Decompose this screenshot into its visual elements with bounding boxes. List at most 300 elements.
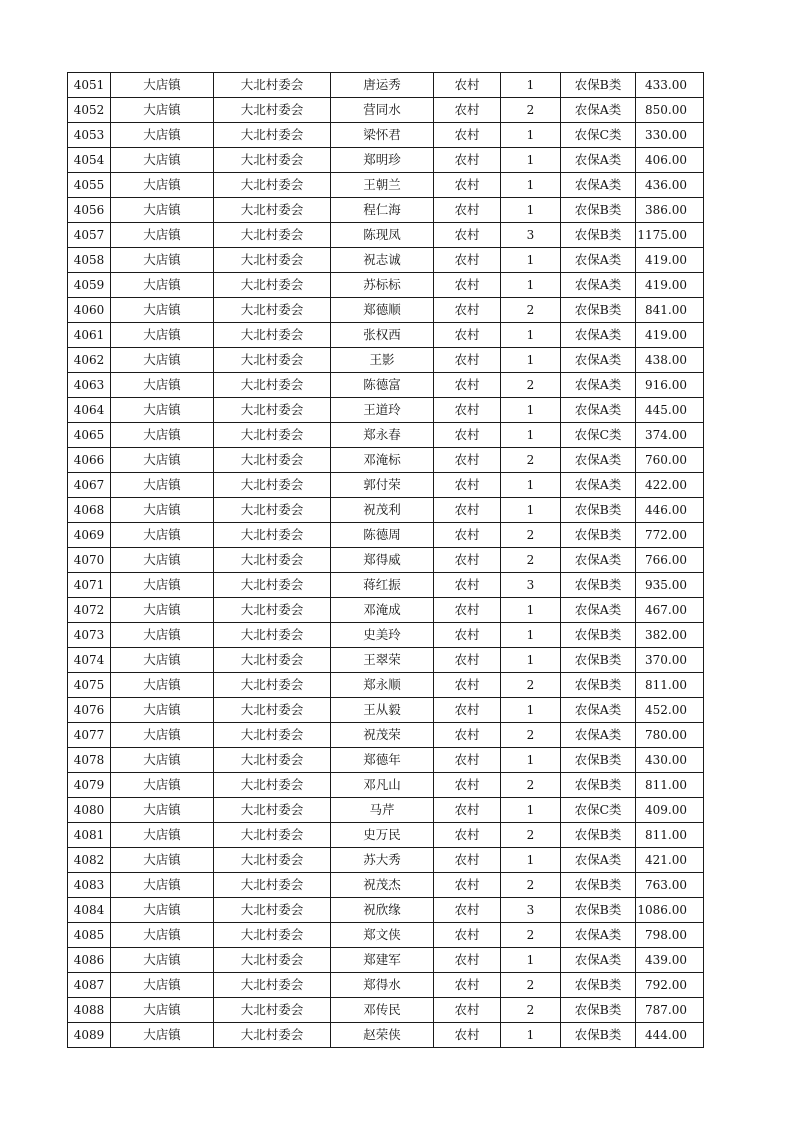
town-cell: 大店镇: [111, 598, 214, 623]
amount-cell: 438.00: [636, 348, 704, 373]
amount-cell: 811.00: [636, 773, 704, 798]
village-committee-cell: 大北村委会: [214, 673, 331, 698]
table-row: [68, 398, 704, 423]
area-type-cell: 农村: [434, 673, 501, 698]
name-cell: 苏大秀: [331, 848, 434, 873]
village-committee-cell: 大北村委会: [214, 623, 331, 648]
name-cell: 郑德顺: [331, 298, 434, 323]
village-committee-cell: 大北村委会: [214, 323, 331, 348]
household-count-cell: 1: [501, 248, 561, 273]
household-count-cell: 1: [501, 173, 561, 198]
row-id-cell: 4055: [68, 173, 111, 198]
village-committee-cell: 大北村委会: [214, 998, 331, 1023]
town-cell: 大店镇: [111, 298, 214, 323]
table-row: [68, 898, 704, 923]
insurance-category-cell: 农保A类: [561, 698, 636, 723]
village-committee-cell: 大北村委会: [214, 298, 331, 323]
town-cell: 大店镇: [111, 673, 214, 698]
town-cell: 大店镇: [111, 348, 214, 373]
insurance-category-cell: 农保B类: [561, 673, 636, 698]
row-id-cell: 4089: [68, 1023, 111, 1048]
table-row: [68, 348, 704, 373]
amount-cell: 439.00: [636, 948, 704, 973]
town-cell: 大店镇: [111, 798, 214, 823]
amount-cell: 760.00: [636, 448, 704, 473]
village-committee-cell: 大北村委会: [214, 523, 331, 548]
amount-cell: 382.00: [636, 623, 704, 648]
insurance-category-cell: 农保A类: [561, 248, 636, 273]
amount-cell: 811.00: [636, 823, 704, 848]
table-row: [68, 948, 704, 973]
row-id-cell: 4088: [68, 998, 111, 1023]
town-cell: 大店镇: [111, 123, 214, 148]
household-count-cell: 2: [501, 973, 561, 998]
insurance-category-cell: 农保A类: [561, 723, 636, 748]
name-cell: 王翠荣: [331, 648, 434, 673]
amount-cell: 916.00: [636, 373, 704, 398]
insurance-category-cell: 农保A类: [561, 598, 636, 623]
row-id-cell: 4068: [68, 498, 111, 523]
insurance-category-cell: 农保A类: [561, 473, 636, 498]
area-type-cell: 农村: [434, 473, 501, 498]
household-count-cell: 2: [501, 448, 561, 473]
amount-cell: 421.00: [636, 848, 704, 873]
name-cell: 王影: [331, 348, 434, 373]
village-committee-cell: 大北村委会: [214, 148, 331, 173]
town-cell: 大店镇: [111, 498, 214, 523]
table-row: [68, 373, 704, 398]
name-cell: 营同水: [331, 98, 434, 123]
table-row: [68, 498, 704, 523]
name-cell: 王朝兰: [331, 173, 434, 198]
row-id-cell: 4064: [68, 398, 111, 423]
table-row: [68, 248, 704, 273]
name-cell: 祝欣缘: [331, 898, 434, 923]
amount-cell: 446.00: [636, 498, 704, 523]
village-committee-cell: 大北村委会: [214, 98, 331, 123]
village-committee-cell: 大北村委会: [214, 598, 331, 623]
row-id-cell: 4078: [68, 748, 111, 773]
table-row: [68, 1023, 704, 1048]
town-cell: 大店镇: [111, 723, 214, 748]
name-cell: 郑得威: [331, 548, 434, 573]
village-committee-cell: 大北村委会: [214, 848, 331, 873]
town-cell: 大店镇: [111, 323, 214, 348]
row-id-cell: 4051: [68, 73, 111, 98]
insurance-category-cell: 农保A类: [561, 948, 636, 973]
household-count-cell: 1: [501, 323, 561, 348]
village-committee-cell: 大北村委会: [214, 273, 331, 298]
insurance-category-cell: 农保A类: [561, 273, 636, 298]
household-count-cell: 2: [501, 723, 561, 748]
name-cell: 马芹: [331, 798, 434, 823]
table-body: [68, 73, 704, 1048]
name-cell: 祝志诚: [331, 248, 434, 273]
insurance-category-cell: 农保A类: [561, 323, 636, 348]
amount-cell: 386.00: [636, 198, 704, 223]
name-cell: 祝茂杰: [331, 873, 434, 898]
area-type-cell: 农村: [434, 223, 501, 248]
village-committee-cell: 大北村委会: [214, 448, 331, 473]
name-cell: 郑永春: [331, 423, 434, 448]
amount-cell: 766.00: [636, 548, 704, 573]
table-row: [68, 673, 704, 698]
row-id-cell: 4082: [68, 848, 111, 873]
insurance-category-cell: 农保B类: [561, 973, 636, 998]
table-row: [68, 598, 704, 623]
insurance-category-cell: 农保B类: [561, 773, 636, 798]
town-cell: 大店镇: [111, 823, 214, 848]
table-row: [68, 698, 704, 723]
table-row: [68, 198, 704, 223]
insurance-category-cell: 农保B类: [561, 823, 636, 848]
name-cell: 郑永顺: [331, 673, 434, 698]
village-committee-cell: 大北村委会: [214, 798, 331, 823]
village-committee-cell: 大北村委会: [214, 898, 331, 923]
town-cell: 大店镇: [111, 648, 214, 673]
amount-cell: 433.00: [636, 73, 704, 98]
town-cell: 大店镇: [111, 923, 214, 948]
household-count-cell: 2: [501, 773, 561, 798]
amount-cell: 436.00: [636, 173, 704, 198]
name-cell: 梁怀君: [331, 123, 434, 148]
name-cell: 蒋红振: [331, 573, 434, 598]
area-type-cell: 农村: [434, 123, 501, 148]
area-type-cell: 农村: [434, 598, 501, 623]
village-committee-cell: 大北村委会: [214, 398, 331, 423]
household-count-cell: 1: [501, 273, 561, 298]
insurance-category-cell: 农保A类: [561, 148, 636, 173]
village-committee-cell: 大北村委会: [214, 498, 331, 523]
household-count-cell: 1: [501, 948, 561, 973]
insurance-category-cell: 农保B类: [561, 523, 636, 548]
table-row: [68, 648, 704, 673]
insurance-category-cell: 农保A类: [561, 923, 636, 948]
amount-cell: 409.00: [636, 798, 704, 823]
table-row: [68, 548, 704, 573]
table-row: [68, 923, 704, 948]
household-count-cell: 1: [501, 473, 561, 498]
area-type-cell: 农村: [434, 798, 501, 823]
table-row: [68, 623, 704, 648]
household-count-cell: 3: [501, 898, 561, 923]
row-id-cell: 4063: [68, 373, 111, 398]
row-id-cell: 4074: [68, 648, 111, 673]
town-cell: 大店镇: [111, 1023, 214, 1048]
household-count-cell: 2: [501, 523, 561, 548]
household-count-cell: 2: [501, 373, 561, 398]
row-id-cell: 4059: [68, 273, 111, 298]
insurance-category-cell: 农保A类: [561, 448, 636, 473]
insurance-category-cell: 农保A类: [561, 373, 636, 398]
table-row: [68, 73, 704, 98]
amount-cell: 430.00: [636, 748, 704, 773]
table-row: [68, 573, 704, 598]
village-committee-cell: 大北村委会: [214, 948, 331, 973]
row-id-cell: 4077: [68, 723, 111, 748]
name-cell: 陈德周: [331, 523, 434, 548]
household-count-cell: 1: [501, 73, 561, 98]
town-cell: 大店镇: [111, 423, 214, 448]
village-committee-cell: 大北村委会: [214, 1023, 331, 1048]
row-id-cell: 4086: [68, 948, 111, 973]
town-cell: 大店镇: [111, 773, 214, 798]
amount-cell: 935.00: [636, 573, 704, 598]
village-committee-cell: 大北村委会: [214, 923, 331, 948]
amount-cell: 422.00: [636, 473, 704, 498]
town-cell: 大店镇: [111, 848, 214, 873]
table-row: [68, 323, 704, 348]
table-row: [68, 723, 704, 748]
area-type-cell: 农村: [434, 573, 501, 598]
name-cell: 郑得水: [331, 973, 434, 998]
area-type-cell: 农村: [434, 373, 501, 398]
town-cell: 大店镇: [111, 398, 214, 423]
table-row: [68, 273, 704, 298]
area-type-cell: 农村: [434, 98, 501, 123]
town-cell: 大店镇: [111, 948, 214, 973]
area-type-cell: 农村: [434, 323, 501, 348]
village-committee-cell: 大北村委会: [214, 473, 331, 498]
town-cell: 大店镇: [111, 523, 214, 548]
name-cell: 王道玲: [331, 398, 434, 423]
village-committee-cell: 大北村委会: [214, 348, 331, 373]
insurance-category-cell: 农保C类: [561, 798, 636, 823]
table-row: [68, 773, 704, 798]
insurance-category-cell: 农保B类: [561, 623, 636, 648]
household-count-cell: 1: [501, 423, 561, 448]
name-cell: 陈现凤: [331, 223, 434, 248]
name-cell: 赵荣侠: [331, 1023, 434, 1048]
town-cell: 大店镇: [111, 173, 214, 198]
village-committee-cell: 大北村委会: [214, 548, 331, 573]
household-count-cell: 2: [501, 823, 561, 848]
amount-cell: 419.00: [636, 323, 704, 348]
amount-cell: 467.00: [636, 598, 704, 623]
insurance-category-cell: 农保C类: [561, 123, 636, 148]
area-type-cell: 农村: [434, 398, 501, 423]
household-count-cell: 1: [501, 623, 561, 648]
household-count-cell: 2: [501, 923, 561, 948]
household-count-cell: 1: [501, 648, 561, 673]
area-type-cell: 农村: [434, 848, 501, 873]
household-count-cell: 2: [501, 998, 561, 1023]
table-row: [68, 998, 704, 1023]
name-cell: 陈德富: [331, 373, 434, 398]
village-committee-cell: 大北村委会: [214, 198, 331, 223]
household-count-cell: 2: [501, 873, 561, 898]
row-id-cell: 4069: [68, 523, 111, 548]
name-cell: 郑德年: [331, 748, 434, 773]
household-count-cell: 1: [501, 498, 561, 523]
insurance-category-cell: 农保B类: [561, 898, 636, 923]
table-row: [68, 798, 704, 823]
area-type-cell: 农村: [434, 973, 501, 998]
amount-cell: 787.00: [636, 998, 704, 1023]
name-cell: 苏标标: [331, 273, 434, 298]
town-cell: 大店镇: [111, 73, 214, 98]
amount-cell: 772.00: [636, 523, 704, 548]
household-count-cell: 1: [501, 598, 561, 623]
area-type-cell: 农村: [434, 723, 501, 748]
table-row: [68, 473, 704, 498]
insurance-category-cell: 农保A类: [561, 98, 636, 123]
area-type-cell: 农村: [434, 498, 501, 523]
amount-cell: 419.00: [636, 248, 704, 273]
table-row: [68, 98, 704, 123]
row-id-cell: 4062: [68, 348, 111, 373]
row-id-cell: 4083: [68, 873, 111, 898]
village-committee-cell: 大北村委会: [214, 823, 331, 848]
area-type-cell: 农村: [434, 248, 501, 273]
area-type-cell: 农村: [434, 998, 501, 1023]
name-cell: 邓凡山: [331, 773, 434, 798]
town-cell: 大店镇: [111, 548, 214, 573]
household-count-cell: 1: [501, 398, 561, 423]
amount-cell: 798.00: [636, 923, 704, 948]
town-cell: 大店镇: [111, 623, 214, 648]
name-cell: 郭付荣: [331, 473, 434, 498]
name-cell: 祝茂荣: [331, 723, 434, 748]
village-committee-cell: 大北村委会: [214, 973, 331, 998]
area-type-cell: 农村: [434, 773, 501, 798]
insurance-category-cell: 农保B类: [561, 648, 636, 673]
household-count-cell: 1: [501, 798, 561, 823]
table-row: [68, 123, 704, 148]
town-cell: 大店镇: [111, 98, 214, 123]
amount-cell: 419.00: [636, 273, 704, 298]
household-count-cell: 2: [501, 98, 561, 123]
household-count-cell: 1: [501, 348, 561, 373]
insurance-category-cell: 农保A类: [561, 173, 636, 198]
village-committee-cell: 大北村委会: [214, 173, 331, 198]
insurance-category-cell: 农保B类: [561, 873, 636, 898]
row-id-cell: 4087: [68, 973, 111, 998]
insurance-category-cell: 农保B类: [561, 73, 636, 98]
household-count-cell: 2: [501, 298, 561, 323]
table-row: [68, 748, 704, 773]
village-committee-cell: 大北村委会: [214, 248, 331, 273]
row-id-cell: 4075: [68, 673, 111, 698]
name-cell: 邓淹标: [331, 448, 434, 473]
amount-cell: 444.00: [636, 1023, 704, 1048]
area-type-cell: 农村: [434, 148, 501, 173]
row-id-cell: 4056: [68, 198, 111, 223]
row-id-cell: 4067: [68, 473, 111, 498]
household-count-cell: 2: [501, 673, 561, 698]
area-type-cell: 农村: [434, 423, 501, 448]
village-committee-cell: 大北村委会: [214, 73, 331, 98]
insurance-category-cell: 农保B类: [561, 1023, 636, 1048]
insurance-category-cell: 农保A类: [561, 398, 636, 423]
name-cell: 张权西: [331, 323, 434, 348]
town-cell: 大店镇: [111, 273, 214, 298]
amount-cell: 1175.00: [636, 223, 704, 248]
row-id-cell: 4070: [68, 548, 111, 573]
table-row: [68, 223, 704, 248]
table-row: [68, 298, 704, 323]
household-count-cell: 1: [501, 123, 561, 148]
town-cell: 大店镇: [111, 973, 214, 998]
row-id-cell: 4058: [68, 248, 111, 273]
row-id-cell: 4061: [68, 323, 111, 348]
row-id-cell: 4072: [68, 598, 111, 623]
area-type-cell: 农村: [434, 73, 501, 98]
town-cell: 大店镇: [111, 448, 214, 473]
name-cell: 郑明珍: [331, 148, 434, 173]
household-count-cell: 1: [501, 198, 561, 223]
insurance-category-cell: 农保B类: [561, 298, 636, 323]
area-type-cell: 农村: [434, 748, 501, 773]
amount-cell: 841.00: [636, 298, 704, 323]
area-type-cell: 农村: [434, 198, 501, 223]
area-type-cell: 农村: [434, 948, 501, 973]
row-id-cell: 4054: [68, 148, 111, 173]
town-cell: 大店镇: [111, 998, 214, 1023]
area-type-cell: 农村: [434, 623, 501, 648]
area-type-cell: 农村: [434, 448, 501, 473]
insurance-category-cell: 农保B类: [561, 748, 636, 773]
table-row: [68, 148, 704, 173]
name-cell: 邓传民: [331, 998, 434, 1023]
amount-cell: 1086.00: [636, 898, 704, 923]
name-cell: 史美玲: [331, 623, 434, 648]
town-cell: 大店镇: [111, 198, 214, 223]
village-committee-cell: 大北村委会: [214, 573, 331, 598]
name-cell: 唐运秀: [331, 73, 434, 98]
area-type-cell: 农村: [434, 348, 501, 373]
town-cell: 大店镇: [111, 698, 214, 723]
table-row: [68, 973, 704, 998]
amount-cell: 445.00: [636, 398, 704, 423]
area-type-cell: 农村: [434, 523, 501, 548]
area-type-cell: 农村: [434, 548, 501, 573]
household-count-cell: 3: [501, 573, 561, 598]
village-committee-cell: 大北村委会: [214, 873, 331, 898]
insurance-category-cell: 农保A类: [561, 348, 636, 373]
town-cell: 大店镇: [111, 748, 214, 773]
village-committee-cell: 大北村委会: [214, 423, 331, 448]
amount-cell: 374.00: [636, 423, 704, 448]
insurance-category-cell: 农保B类: [561, 998, 636, 1023]
amount-cell: 763.00: [636, 873, 704, 898]
amount-cell: 792.00: [636, 973, 704, 998]
insurance-category-cell: 农保A类: [561, 848, 636, 873]
area-type-cell: 农村: [434, 298, 501, 323]
area-type-cell: 农村: [434, 823, 501, 848]
benefit-roster-table: [67, 72, 704, 1048]
table-row: [68, 873, 704, 898]
insurance-category-cell: 农保A类: [561, 548, 636, 573]
row-id-cell: 4085: [68, 923, 111, 948]
amount-cell: 452.00: [636, 698, 704, 723]
area-type-cell: 农村: [434, 923, 501, 948]
town-cell: 大店镇: [111, 898, 214, 923]
table-row: [68, 523, 704, 548]
area-type-cell: 农村: [434, 898, 501, 923]
insurance-category-cell: 农保B类: [561, 573, 636, 598]
village-committee-cell: 大北村委会: [214, 723, 331, 748]
name-cell: 程仁海: [331, 198, 434, 223]
amount-cell: 370.00: [636, 648, 704, 673]
area-type-cell: 农村: [434, 173, 501, 198]
area-type-cell: 农村: [434, 273, 501, 298]
village-committee-cell: 大北村委会: [214, 773, 331, 798]
amount-cell: 406.00: [636, 148, 704, 173]
village-committee-cell: 大北村委会: [214, 748, 331, 773]
village-committee-cell: 大北村委会: [214, 223, 331, 248]
town-cell: 大店镇: [111, 148, 214, 173]
